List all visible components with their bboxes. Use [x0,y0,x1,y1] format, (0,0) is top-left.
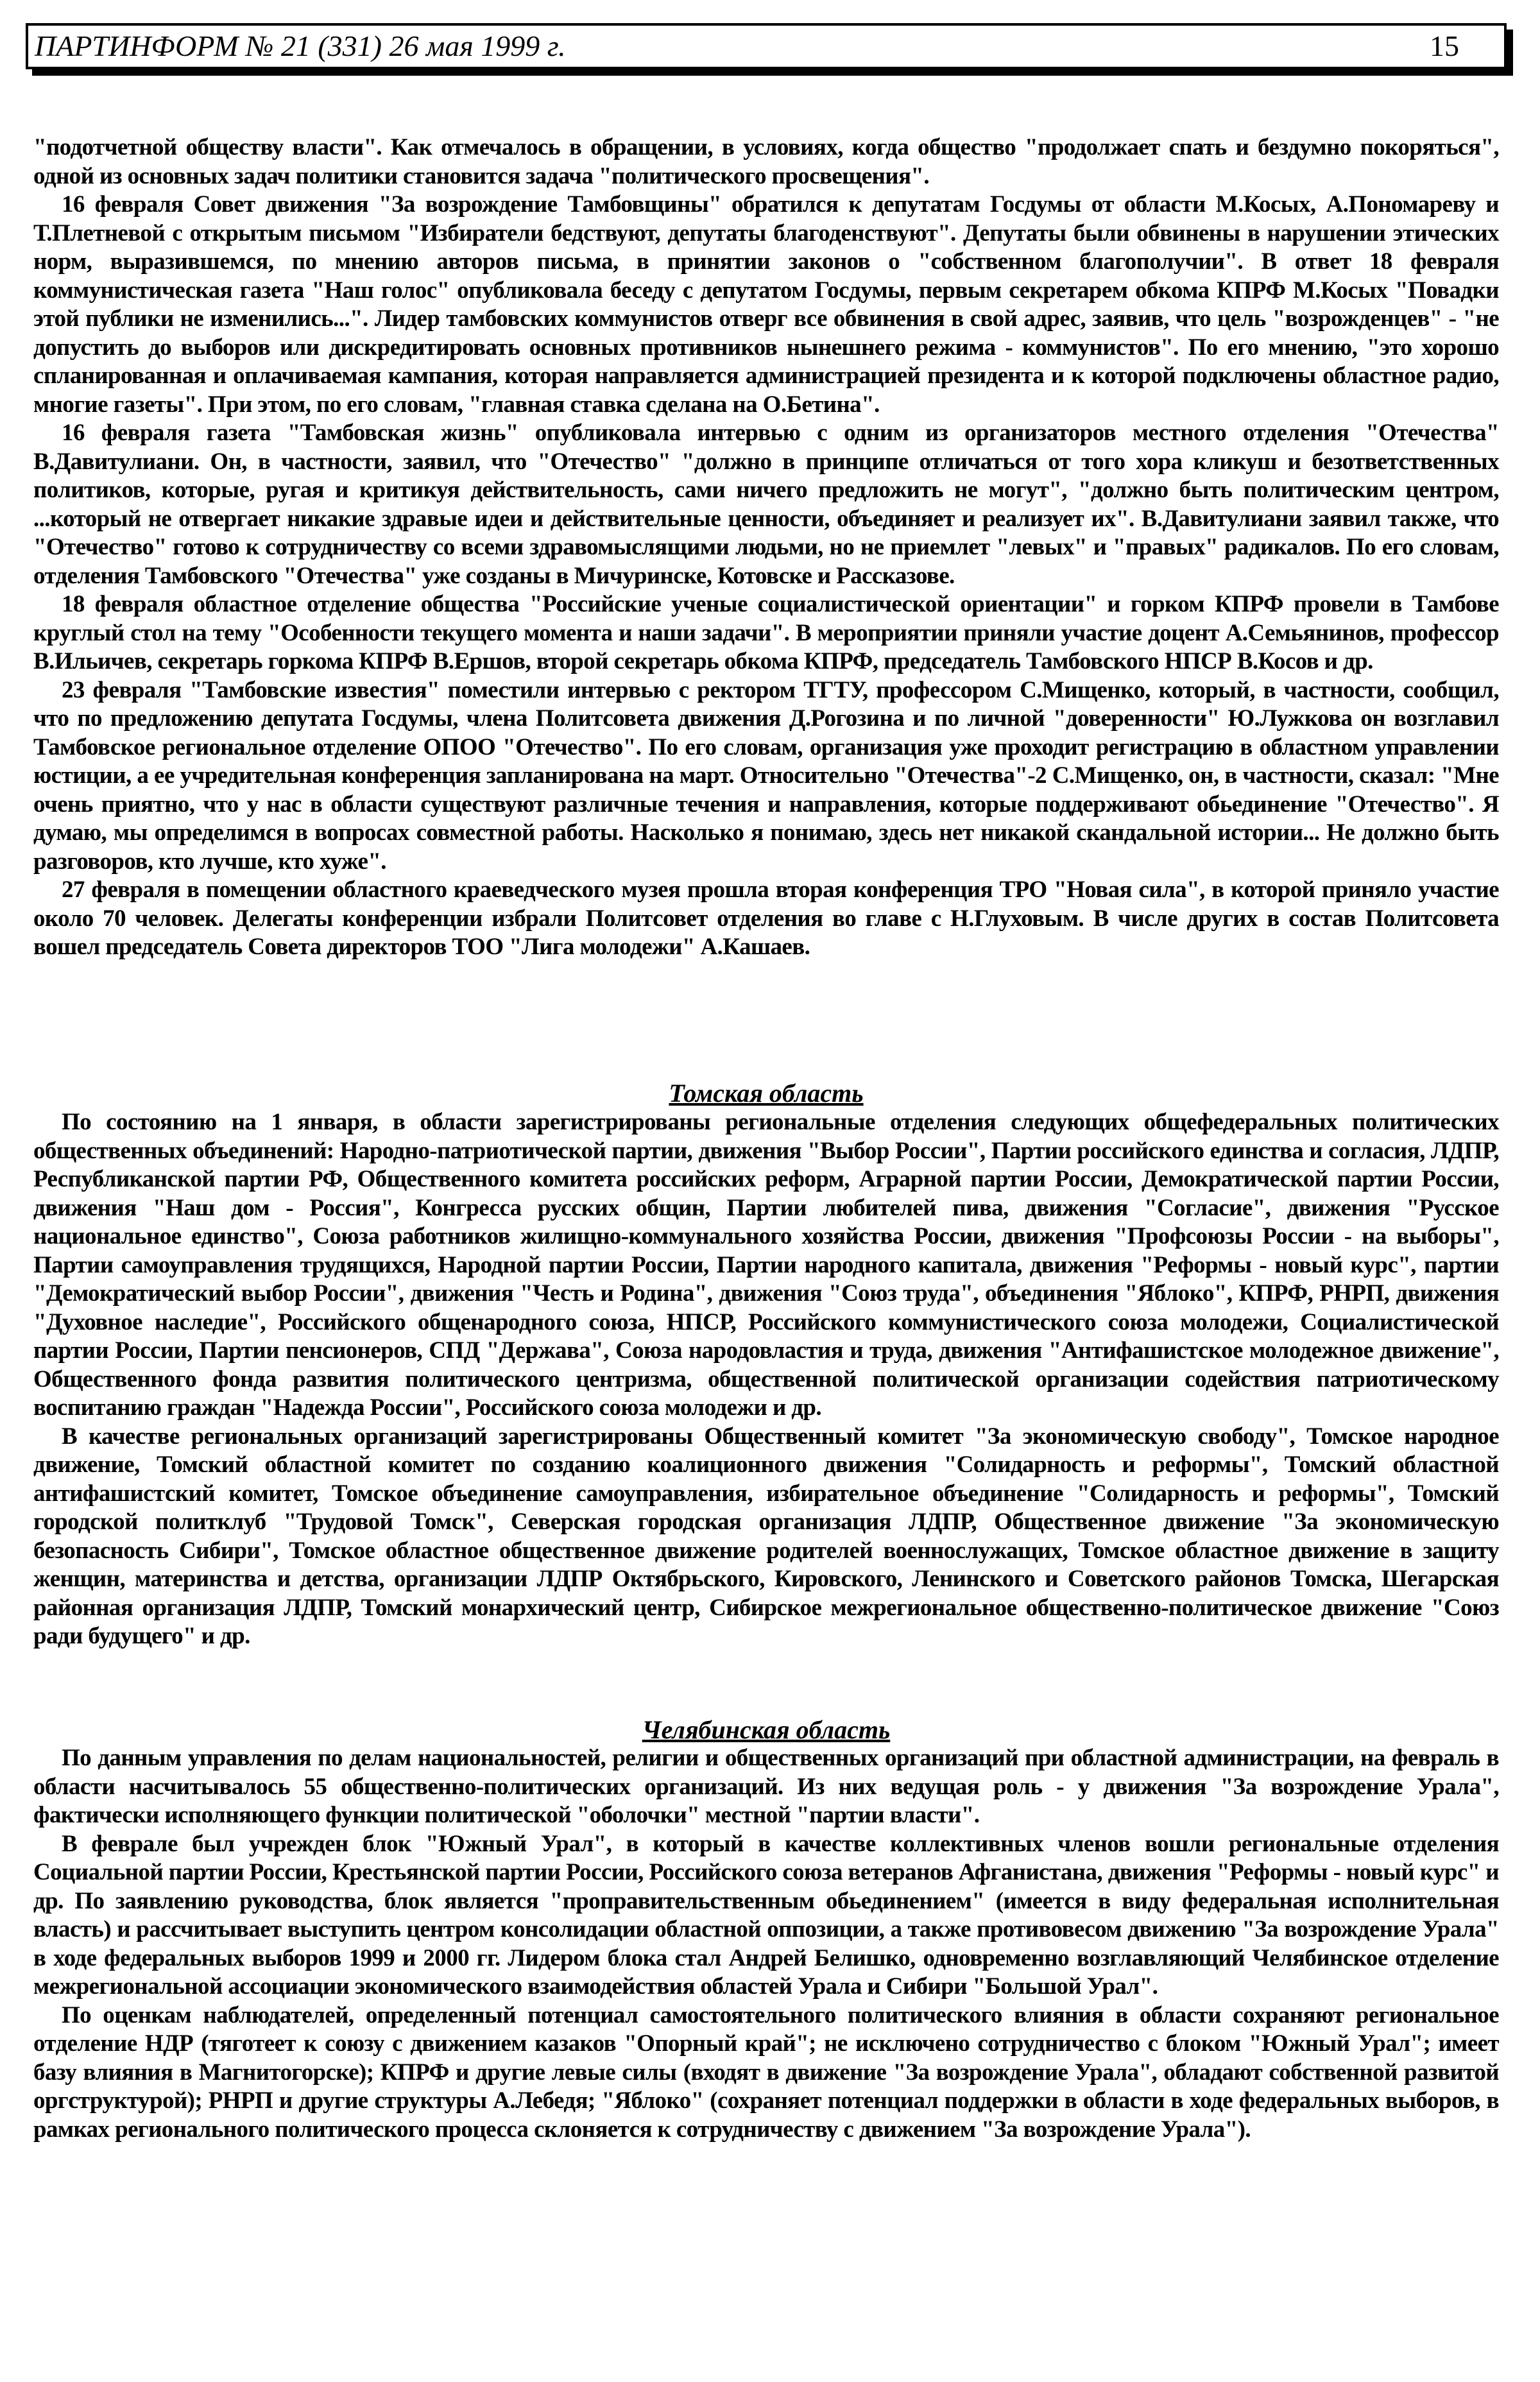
tambov-section [33,133,1499,962]
page-number: 15 [1430,30,1459,62]
chelyabinsk-section [33,1744,1499,2144]
paragraph: 16 февраля Совет движения "За возрождение Тамбовщины" обратился к депутатам Госдумы от области М.Косых, А.Пономареву и Т.Плетневой с открытым письмом "Избиратели бедствуют, депутаты благоденствуют". Депутаты были обвинены в нарушении этических норм, выразившемся, по мнению авторов письма, в принятии законов о "собственном благополучии". В ответ 18 февраля коммунистическая газета "Наш голос" опубликовала беседу с депутатом Госдумы, первым секретарем обкома КПРФ М.Косых "Повадки этой публики не изменились...". Лидер тамбовских коммунистов отверг все обвинения в свой адрес, заявив, что цель "возрожденцев" - "не допустить до выборов или дискредитировать основных противников нынешнего режима - коммунистов". По его мнению, "это хорошо спланированная и оплачиваемая кампания, которая направляется администрацией президента и к которой подключены областное радио, многие газеты". При этом, по его словам, "главная ставка сделана на О.Бетина". [33,191,1499,418]
paragraph: По состоянию на 1 января, в области зарегистрированы региональные отделения следующих общефедеральных политических общественных объединений: Народно-патриотической партии, движения "Выбор России", Партии российского единства и согласия, ЛДПР, Республиканской партии РФ, Общественного комитета российских реформ, Аграрной партии России, Демократической партии России, движения "Наш дом - Россия", Конгресса русских общин, Партии любителей пива, движения "Согласие", движения "Русское национальное единство", Союза работников жилищно-коммунального хозяйства России, движения "Профсоюзы России - на выборы", Партии самоуправления трудящихся, Народной партии России, Партии народного капитала, движения "Реформы - новый курс", партии "Демократический выбор России", движения "Честь и Родина", движения "Союз труда", объединения "Яблоко", КПРФ, РНРП, движения "Духовное наследие", Российского общенародного союза, НПСР, Российского коммунистического союза молодежи, Социалистической партии России, Партии пенсионеров, СПД "Держава", Союза народовластия и труда, движения "Антифашистское молодежное движение", Общественного фонда развития политического центризма, общественной политической организации содействия патриотическому воспитанию граждан "Надежда России", Российского союза молодежи и др. [33,1109,1499,1421]
paragraph: В феврале был учрежден блок "Южный Урал", в который в качестве коллективных членов вошли региональные отделения Социальной партии России, Крестьянской партии России, Российского союза ветеранов Афганистана, движения "Реформы - новый курс" и др. По заявлению руководства, блок является "проправительственным обьединением" (имеется в виду федеральная исполнительная власть) и рассчитывает выступить центром консолидации областной оппозиции, а также противовесом движению "За возрождение Урала" в ходе федеральных выборов 1999 и 2000 гг. Лидером блока стал Андрей Белишко, одновременно возглавляющий Челябинское отделение межрегиональной ассоциации экономического взаимодействия областей Урала и Сибири "Большой Урал". [33,1830,1499,2000]
section-heading-chelyabinsk: Челябинская область [642,1715,891,1744]
page-header [26,23,1507,69]
paragraph: 27 февраля в помещении областного краеведческого музея прошла вторая конференция ТРО "Новая сила", в которой приняло участие около 70 человек. Делегаты конференции избрали Политсовет отделения во главе с Н.Глуховым. В числе других в состав Политсовета вошел председатель Совета директоров ТОО "Лига молодежи" А.Кашаев. [33,877,1499,960]
paragraph: 23 февраля "Тамбовские известия" поместили интервью с ректором ТГТУ, профессором С.Мищенко, который, в частности, сообщил, что по предложению депутата Госдумы, члена Политсовета движения Д.Рогозина и по личной "доверенности" Ю.Лужкова он возглавил Тамбовское региональное отделение ОПОО "Отечество". По его словам, организация уже проходит регистрацию в областном управлении юстиции, а ее учредительная конференция запланирована на март. Относительно "Отечества"-2 С.Мищенко, он, в частности, сказал: "Мне очень приятно, что у нас в области существуют различные течения и направления, которые поддерживают обьединение "Отечество". Я думаю, мы определимся в вопросах совместной работы. Насколько я понимаю, здесь нет никакой скандальной истории... Не должно быть разговоров, кто лучше, кто хуже". [33,676,1499,875]
paragraph: 18 февраля областное отделение общества "Российские ученые социалистической ориентации" и горком КПРФ провели в Тамбове круглый стол на тему "Особенности текущего момента и наши задачи". В мероприятии приняли участие доцент А.Семьянинов, профессор В.Ильичев, секретарь горкома КПРФ В.Ершов, второй секретарь обкома КПРФ, председатель Тамбовского НПСР В.Косов и др. [33,591,1499,674]
publication-title: ПАРТИНФОРМ № 21 (331) 26 мая 1999 г. [35,30,566,62]
tomsk-section [33,1108,1499,1651]
paragraph: По оценкам наблюдателей, определенный потенциал самостоятельного политического влияния в области сохраняют региональное отделение НДР (тяготеет к союзу с движением казаков "Опорный край"; не исключено сотрудничество с блоком "Южный Урал"; имеет базу влияния в Магнитогорске); КПРФ и другие левые силы (входят в движение "За возрождение Урала", обладают собственной развитой оргструктурой); РНРП и другие структуры А.Лебедя; "Яблоко" (сохраняет потенциал поддержки в области в ходе федеральных выборов, в рамках регионального политического процесса склоняется к сотрудничеству с движением "За возрождение Урала"). [33,2001,1499,2143]
paragraph: В качестве региональных организаций зарегистрированы Общественный комитет "За экономическую свободу", Томское народное движение, Томский областной комитет по созданию коалиционного движения "Солидарность и реформы", Томский областной антифашистский комитет, Томское объединение самоуправления, избирательное объединение "Солидарность и реформы", Томский городской политклуб "Трудовой Томск", Северская городская организация ЛДПР, Общественное движение "За экономическую безопасность Сибири", Томское областное общественное движение родителей военнослужащих, Томское областное движение в защиту женщин, материнства и детства, организации ЛДПР Октябрьского, Кировского, Ленинского и Советского районов Томска, Шегарская районная организация ЛДПР, Томский монархический центр, Сибирское межрегиональное общественно-политическое движение "Союз ради будущего" и др. [33,1423,1499,1649]
section-heading-tomsk: Томская область [669,1079,864,1108]
paragraph: По данным управления по делам национальностей, религии и общественных организаций при областной администрации, на февраль в области насчитывалось 55 общественно-политических организаций. Из них ведущая роль - у движения "За возрождение Урала", фактически исполняющего функции политической "оболочки" местной "партии власти". [33,1745,1499,1828]
paragraph: "подотчетной обществу власти". Как отмечалось в обращении, в условиях, когда общество "продолжает спать и бездумно покоряться", одной из основных задач политики становится задача "политического просвещения". [33,134,1499,189]
paragraph: 16 февраля газета "Тамбовская жизнь" опубликовала интервью с одним из организаторов местного отделения "Отечества" В.Давитулиани. Он, в частности, заявил, что "Отечество" "должно в принципе отличаться от того хора кликуш и безответственных политиков, которые, ругая и критикуя действительность, сами ничего предложить не могут", "должно быть политическим центром, ...который не отвергает никакие здравые идеи и действительные ценности, объединяет и реализует их". В.Давитулиани заявил также, что "Отечество" готово к сотрудничеству со всеми здравомыслящими людьми, но не приемлет "левых" и "правых" радикалов. По его словам, отделения Тамбовского "Отечества" уже созданы в Мичуринске, Котовске и Рассказове. [33,420,1499,589]
